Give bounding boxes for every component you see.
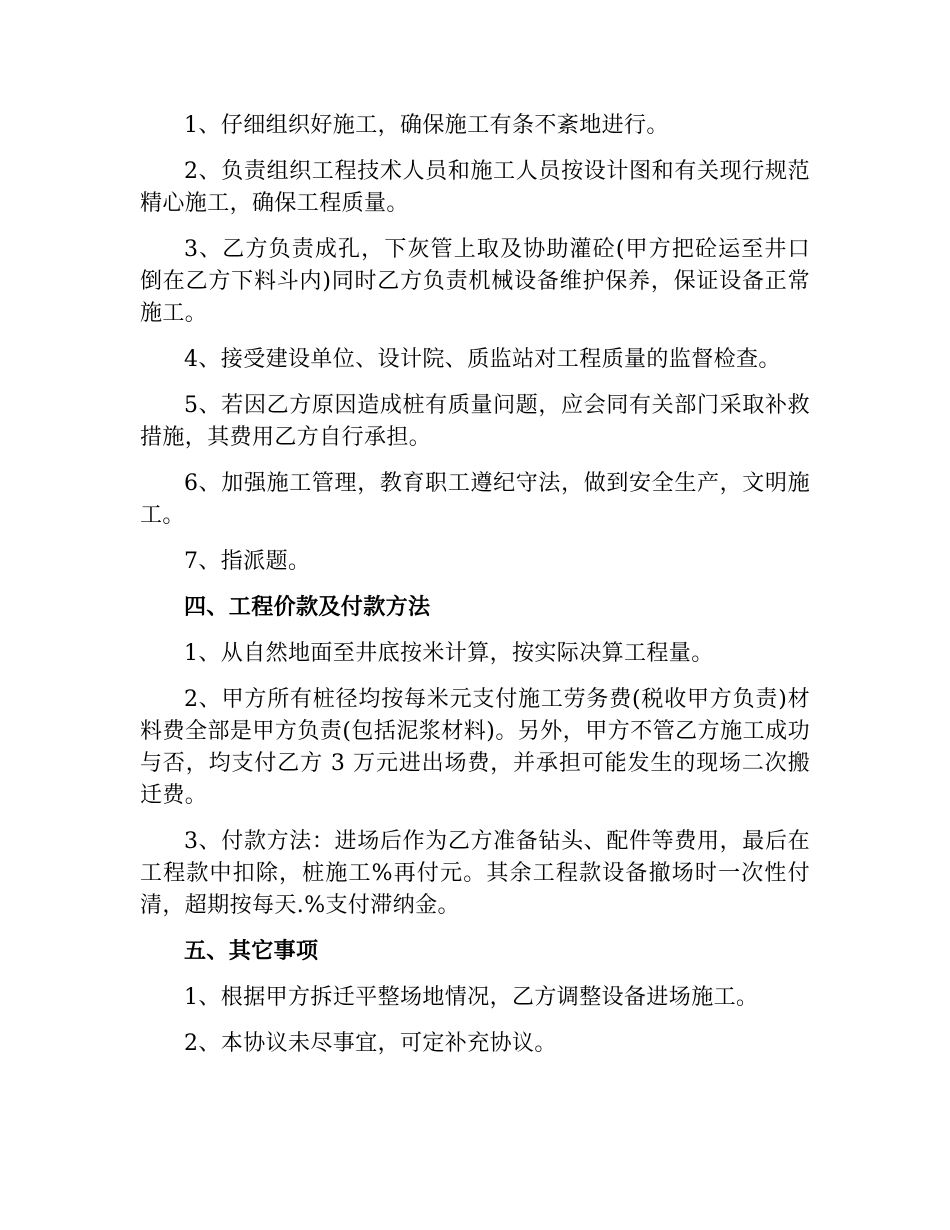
paragraph: 5、若因乙方原因造成桩有质量问题，应会同有关部门采取补救措施，其费用乙方自行承担。 <box>140 393 810 450</box>
section-heading: 五、其它事项 <box>184 939 319 964</box>
paragraph: 2、本协议未尽事宜，可定补充协议。 <box>184 1031 557 1056</box>
paragraph: 2、负责组织工程技术人员和施工人员按设计图和有关现行规范精心施工，确保工程质量。 <box>140 159 810 216</box>
paragraph: 6、加强施工管理，教育职工遵纪守法，做到安全生产，文明施工。 <box>140 471 810 528</box>
paragraph: 1、从自然地面至井底按米计算，按实际决算工程量。 <box>184 641 714 666</box>
paragraph: 3、付款方法：进场后作为乙方准备钻头、配件等费用，最后在工程款中扣除，桩施工%再付元。其余工程款设备撤场时一次性付清，超期按每天.%支付滞纳金。 <box>140 829 810 918</box>
paragraph: 3、乙方负责成孔，下灰管上取及协助灌砼(甲方把砼运至井口倒在乙方下料斗内)同时乙方负责机械设备维护保养，保证设备正常施工。 <box>140 237 810 326</box>
paragraph: 1、仔细组织好施工，确保施工有条不紊地进行。 <box>184 113 669 138</box>
paragraph: 4、接受建设单位、设计院、质监站对工程质量的监督检查。 <box>184 347 781 372</box>
section-heading: 四、工程价款及付款方法 <box>184 595 431 620</box>
paragraph: 2、甲方所有桩径均按每米元支付施工劳务费(税收甲方负责)材料费全部是甲方负责(包括泥浆材料)。另外，甲方不管乙方施工成功与否，均支付乙方 3 万元进出场费，并承担可能发生的现场二次搬迁费。 <box>140 687 810 808</box>
paragraph: 1、根据甲方拆迁平整场地情况，乙方调整设备进场施工。 <box>184 985 759 1010</box>
paragraph: 7、指派题。 <box>184 549 311 574</box>
